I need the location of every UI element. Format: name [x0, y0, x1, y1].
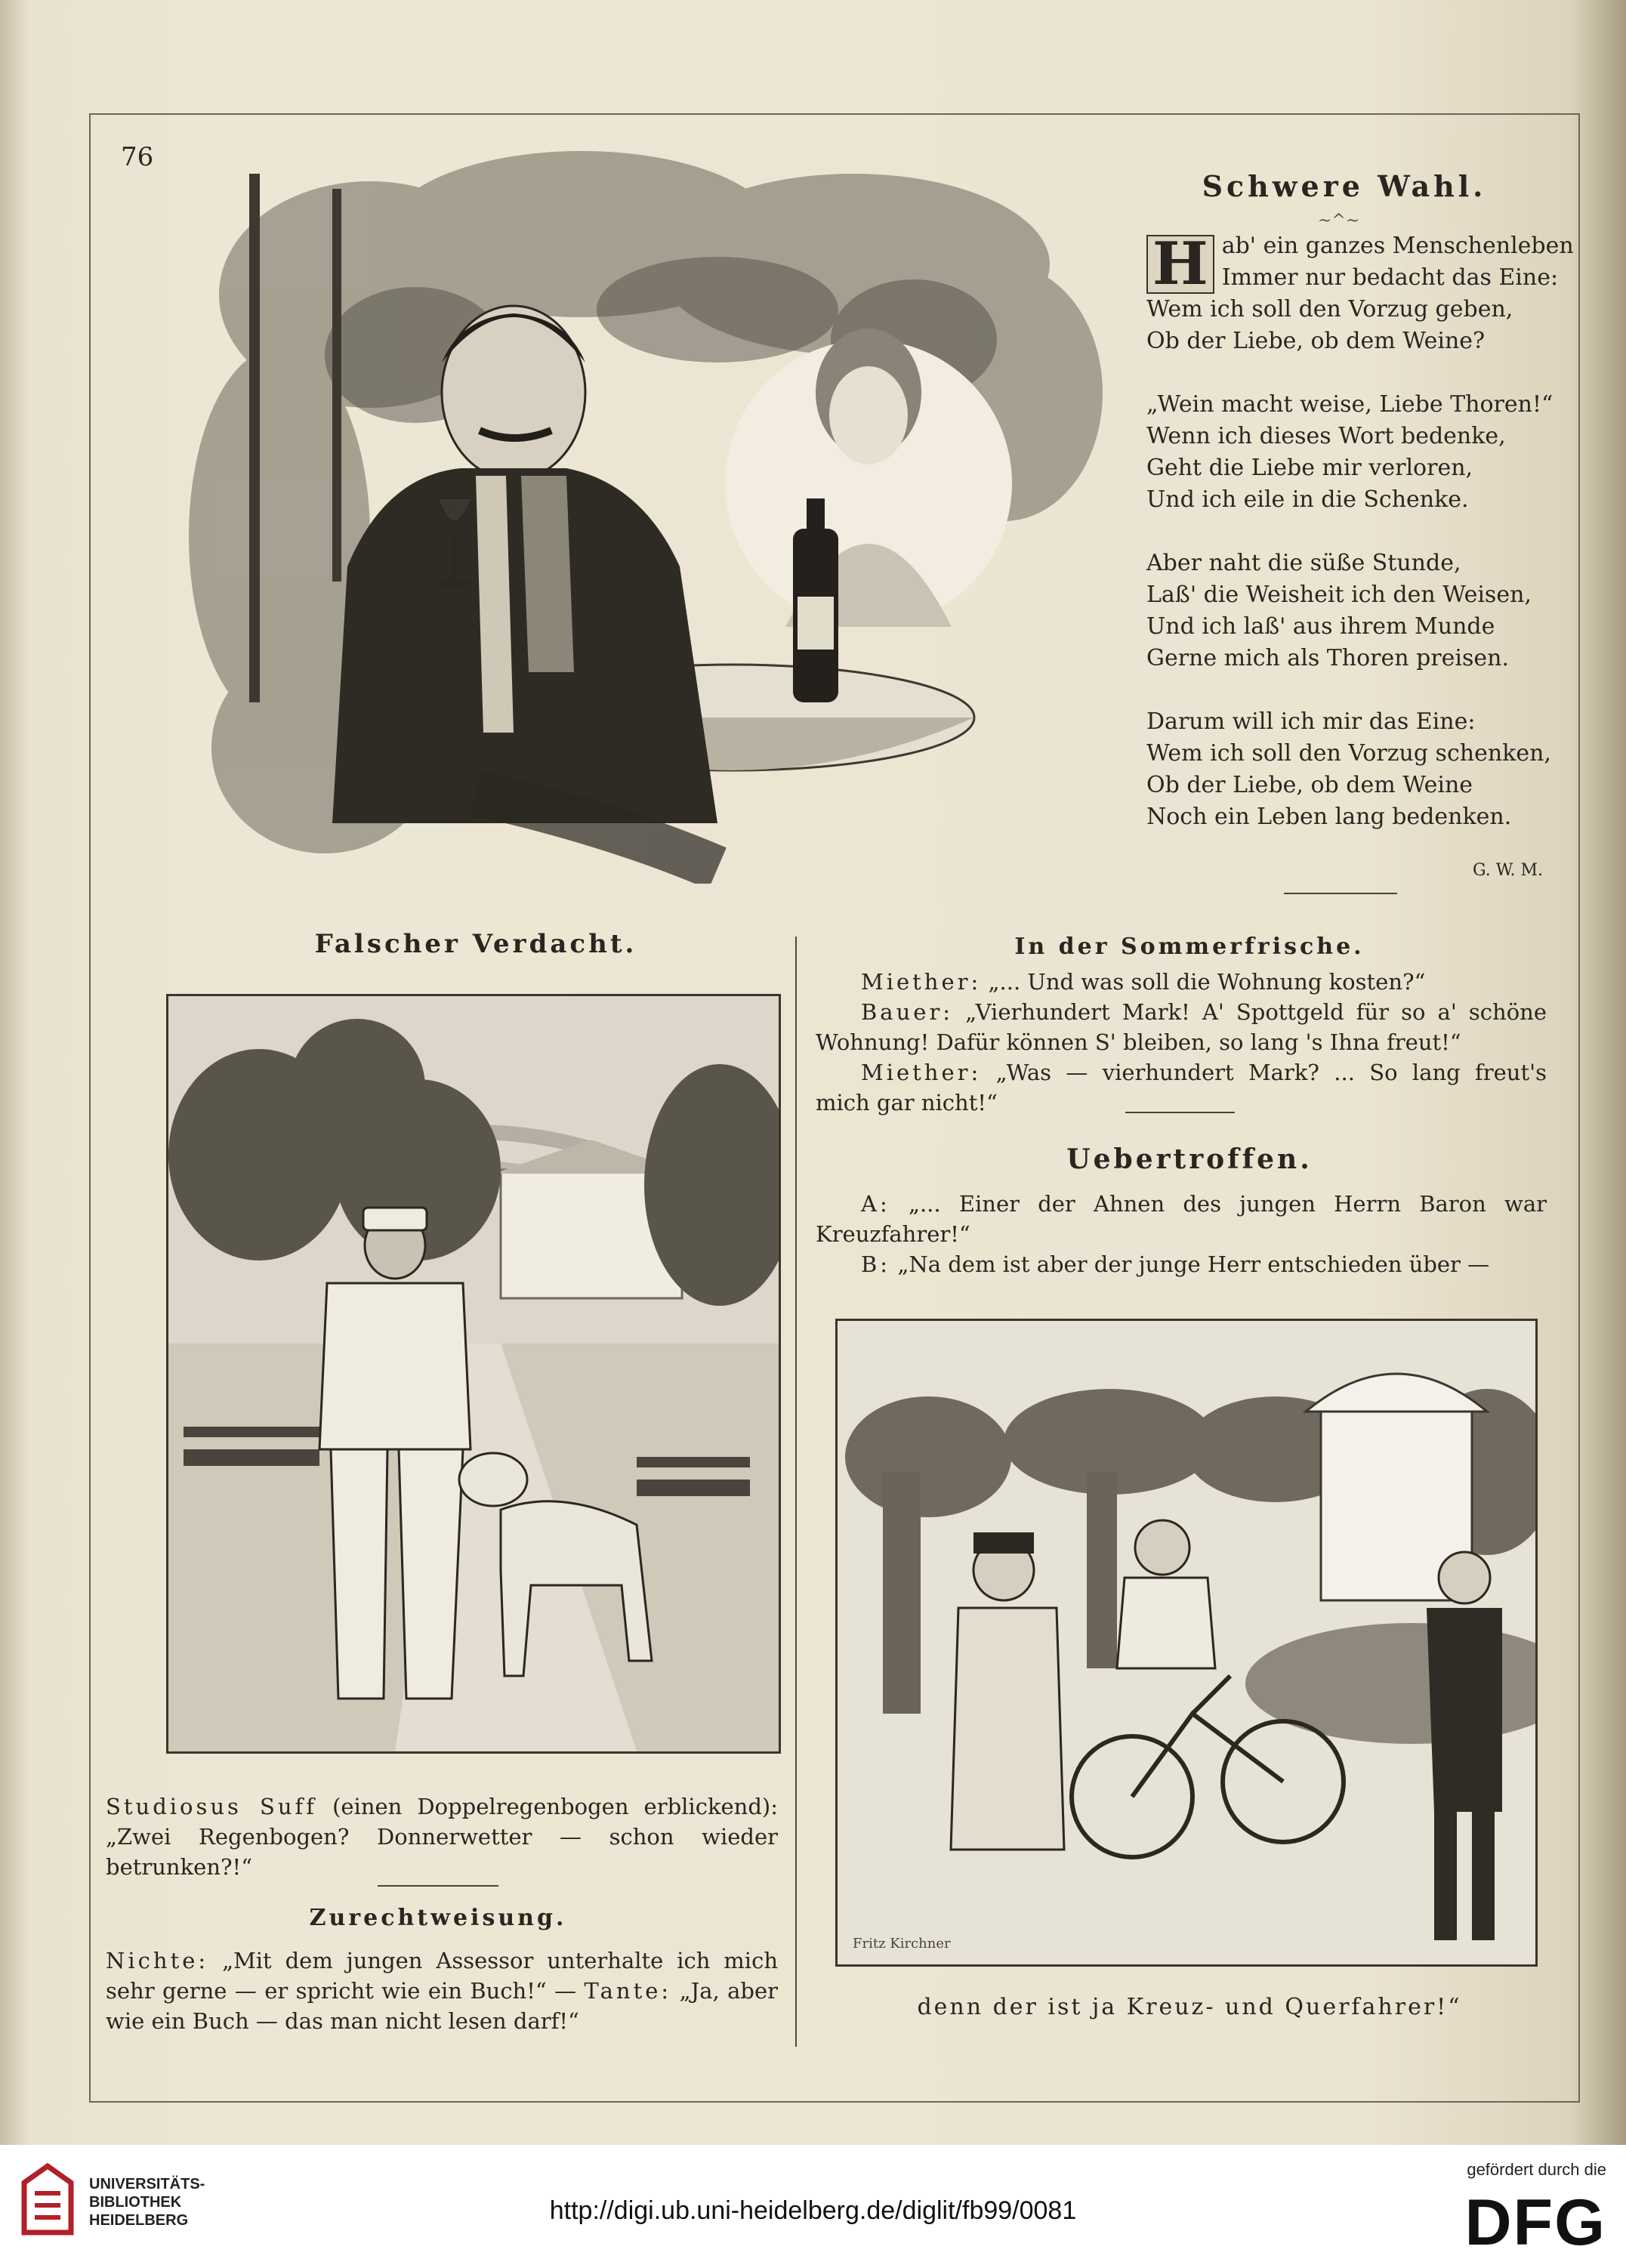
funding-label: gefördert durch die [1467, 2160, 1606, 2179]
cyclist-illustration [835, 1319, 1538, 1967]
poem-line: Wem ich soll den Vorzug schenken, [1146, 740, 1551, 767]
dialogue-text: „... Einer der Ahnen des jungen Herrn Baron war Kreuzfahrer!“ [816, 1191, 1547, 1247]
poem-line: Gerne mich als Thoren preisen. [1146, 645, 1510, 671]
cyclist-caption: denn der ist ja Kreuz- und Querfahrer!“ [917, 1994, 1462, 2020]
dialogue-text: „Na dem ist aber der junge Herr entschieden über — [897, 1251, 1490, 1277]
poem-stanza [1146, 230, 1574, 357]
poem-line: ab' ein ganzes Menschenleben [1221, 233, 1574, 259]
right-dialogue-2 [816, 1189, 1547, 1279]
dialogue-text: „Ja, aber wie ein Buch — das man nicht lesen darf!“ [106, 1978, 779, 2034]
poem-author: G. W. M. [1472, 861, 1543, 880]
right-headline: In der Sommerfrische. [1014, 933, 1365, 960]
dialogue-text: „Vierhundert Mark! A' Spottgeld für so a' schöne Wohnung! Dafür können S' bleiben, so lang 's Ihna freut!“ [816, 999, 1547, 1055]
poem-line: Noch ein Leben lang bedenken. [1146, 804, 1512, 830]
dialogue-text: „... Und was soll die Wohnung kosten?“ [988, 969, 1426, 995]
right-dialogue-1 [816, 967, 1547, 1118]
divider-rule [1284, 893, 1397, 894]
poem-line: Laß' die Weisheit ich den Weisen, [1146, 582, 1532, 608]
dialogue-text: „Mit dem jungen Assessor unterhalte ich mich sehr gerne — er spricht wie ein Buch!“ — [106, 1948, 778, 2004]
dialogue-line [816, 997, 1547, 1057]
poem-body [1146, 230, 1574, 865]
poem-line: „Wein macht weise, Liebe Thoren!“ [1146, 391, 1553, 418]
caption-speaker: Studiosus Suff [106, 1794, 317, 1819]
institution-line: BIBLIOTHEK [89, 2194, 182, 2211]
dialogue-line [816, 1249, 1547, 1279]
dialogue-speaker: Bauer: [861, 999, 954, 1025]
poem-line: Ob der Liebe, ob dem Weine? [1146, 328, 1486, 354]
poem-line: Geht die Liebe mir verloren, [1146, 455, 1473, 481]
poem-line: Immer nur bedacht das Eine: [1221, 264, 1559, 291]
dialogue-speaker: Nichte: [106, 1948, 209, 1973]
dialogue-speaker: A: [861, 1191, 890, 1217]
left-dialogue [106, 1946, 778, 2036]
poem-stanza [1146, 706, 1554, 833]
wine-illustration [189, 143, 1110, 884]
dialogue-speaker: Miether: [861, 1060, 982, 1085]
park-illustration [166, 994, 781, 1754]
divider-rule [1125, 1112, 1235, 1113]
artist-signature: Fritz Kirchner [853, 1936, 951, 1952]
poem-line: Und ich eile in die Schenke. [1146, 486, 1469, 513]
poem-line: Ob der Liebe, ob dem Weine [1146, 772, 1473, 798]
dfg-logo: DFG [1464, 2186, 1606, 2259]
institution-line: HEIDELBERG [89, 2212, 189, 2229]
column-divider [795, 937, 797, 2047]
dialogue-text: „Was — vierhundert Mark? ... So lang freut's mich gar nicht!“ [816, 1060, 1547, 1115]
poem-line: Aber naht die süße Stunde, [1146, 550, 1461, 576]
page-number: 76 [121, 142, 154, 172]
dialogue-speaker: Miether: [861, 969, 982, 995]
poem-stanza [1146, 548, 1554, 674]
dialogue-line [816, 1189, 1547, 1249]
left-caption [106, 1791, 778, 1882]
poem-line: Darum will ich mir das Eine: [1146, 708, 1476, 735]
dialogue-speaker: Tante: [584, 1978, 672, 2004]
digitization-url[interactable]: http://digi.ub.uni-heidelberg.de/diglit/fb99/0081 [549, 2196, 1077, 2225]
dialogue-line [816, 967, 1547, 997]
footer-bar [0, 2145, 1626, 2268]
dialogue-speaker: B: [861, 1251, 891, 1277]
poem-line: Und ich laß' aus ihrem Munde [1146, 613, 1495, 640]
dialogue-line [816, 1057, 1547, 1118]
left-headline: Falscher Verdacht. [314, 929, 637, 959]
right-subheadline: Uebertroffen. [1066, 1143, 1313, 1175]
poem-line: Wem ich soll den Vorzug geben, [1146, 296, 1513, 322]
left-subheadline: Zurechtweisung. [309, 1905, 567, 1931]
poem-title-ornament: ~^~ [1318, 211, 1360, 230]
poem-stanza [1146, 389, 1554, 516]
poem-line: Wenn ich dieses Wort bedenke, [1146, 423, 1506, 449]
poem-title: Schwere Wahl. [1202, 169, 1487, 203]
institution-line: UNIVERSITÄTS- [89, 2176, 205, 2192]
caption-text: (einen Doppelregenbogen erblickend): „Zwei Regenbogen? Donnerwetter — schon wieder betrunken?!“ [106, 1794, 779, 1880]
dropcap: H [1146, 235, 1214, 294]
divider-rule [378, 1885, 498, 1887]
